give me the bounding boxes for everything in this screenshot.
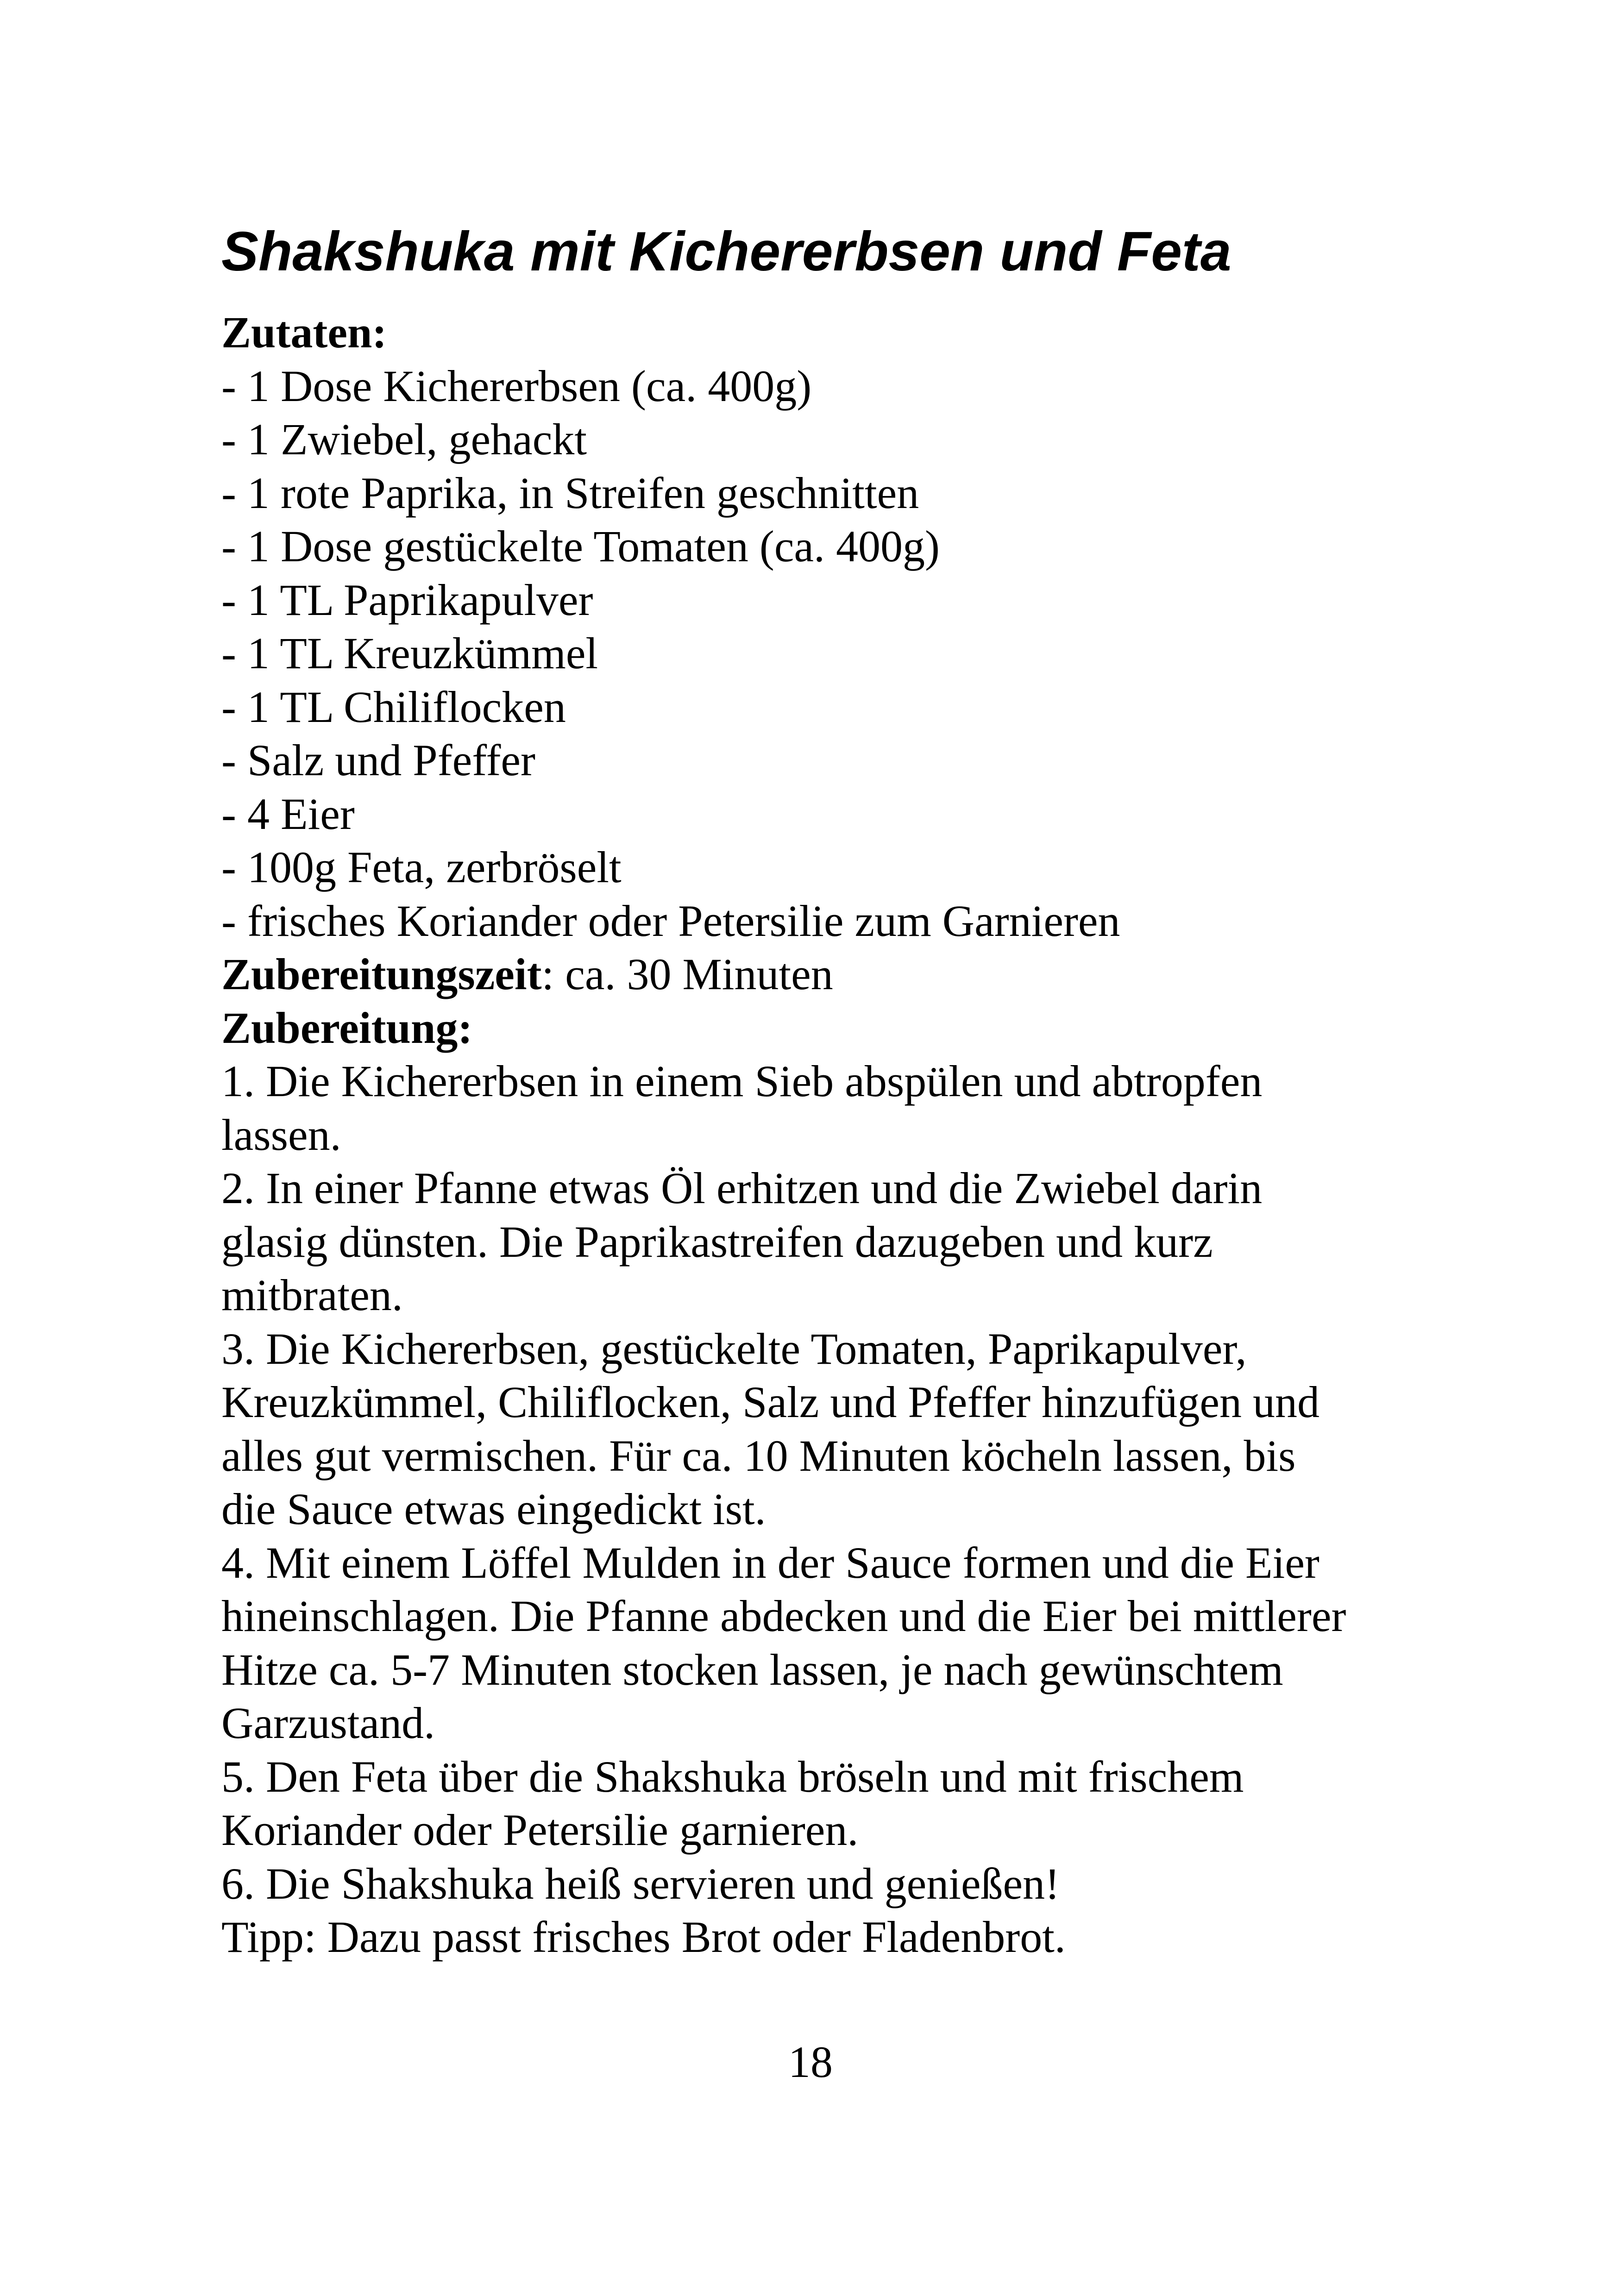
recipe-title: Shakshuka mit Kichererbsen und Feta <box>221 220 1231 282</box>
method-line: glasig dünsten. Die Paprikastreifen dazugeben und kurz <box>221 1217 1213 1267</box>
method-line: 2. In einer Pfanne etwas Öl erhitzen und die Zwiebel darin <box>221 1163 1263 1213</box>
ingredient-item: - 1 TL Kreuzkümmel <box>221 628 598 678</box>
ingredient-item: - 100g Feta, zerbröselt <box>221 842 622 892</box>
ingredient-item: - 1 Dose Kichererbsen (ca. 400g) <box>221 361 812 411</box>
method-steps <box>221 1054 1472 1910</box>
method-line: hineinschlagen. Die Pfanne abdecken und die Eier bei mittlerer <box>221 1591 1346 1641</box>
page-number: 18 <box>788 2037 833 2087</box>
method-line: Koriander oder Petersilie garnieren. <box>221 1805 859 1855</box>
method-line: 3. Die Kichererbsen, gestückelte Tomaten, Paprikapulver, <box>221 1324 1247 1374</box>
method-line: Kreuzkümmel, Chiliflocken, Salz und Pfeffer hinzufügen und <box>221 1377 1319 1427</box>
method-line: 1. Die Kichererbsen in einem Sieb abspülen und abtropfen <box>221 1056 1263 1106</box>
method-line: die Sauce etwas eingedickt ist. <box>221 1484 766 1534</box>
recipe-tip: Tipp: Dazu passt frisches Brot oder Fladenbrot. <box>221 1912 1066 1962</box>
method-heading: Zubereitung: <box>221 1003 473 1053</box>
method-line: Hitze ca. 5-7 Minuten stocken lassen, je nach gewünschtem <box>221 1644 1283 1694</box>
ingredient-item: - 1 rote Paprika, in Streifen geschnitten <box>221 468 919 518</box>
method-line: mitbraten. <box>221 1270 403 1320</box>
method-line: 5. Den Feta über die Shakshuka bröseln und mit frischem <box>221 1751 1244 1801</box>
method-line: Garzustand. <box>221 1698 435 1748</box>
prep-time-label: Zubereitungszeit <box>221 949 542 999</box>
ingredient-item: - frisches Koriander oder Petersilie zum Garnieren <box>221 896 1120 946</box>
ingredient-item: - 1 Zwiebel, gehackt <box>221 414 587 464</box>
prep-time <box>221 947 1472 1001</box>
method-line: lassen. <box>221 1110 341 1160</box>
method-line: 6. Die Shakshuka heiß servieren und genießen! <box>221 1858 1060 1908</box>
recipe-content <box>221 213 1472 1964</box>
method-line: 4. Mit einem Löffel Mulden in der Sauce formen und die Eier <box>221 1537 1319 1587</box>
ingredient-item: - Salz und Pfeffer <box>221 735 535 785</box>
prep-time-value: : ca. 30 Minuten <box>541 949 833 999</box>
method-line: alles gut vermischen. Für ca. 10 Minuten köcheln lassen, bis <box>221 1430 1296 1480</box>
ingredient-item: - 4 Eier <box>221 789 355 839</box>
ingredient-item: - 1 TL Paprikapulver <box>221 575 593 625</box>
ingredients-heading: Zutaten: <box>221 307 387 357</box>
recipe-body <box>221 306 1472 1964</box>
ingredient-item: - 1 Dose gestückelte Tomaten (ca. 400g) <box>221 521 940 571</box>
ingredients-list <box>221 359 1472 948</box>
ingredient-item: - 1 TL Chiliflocken <box>221 682 566 732</box>
